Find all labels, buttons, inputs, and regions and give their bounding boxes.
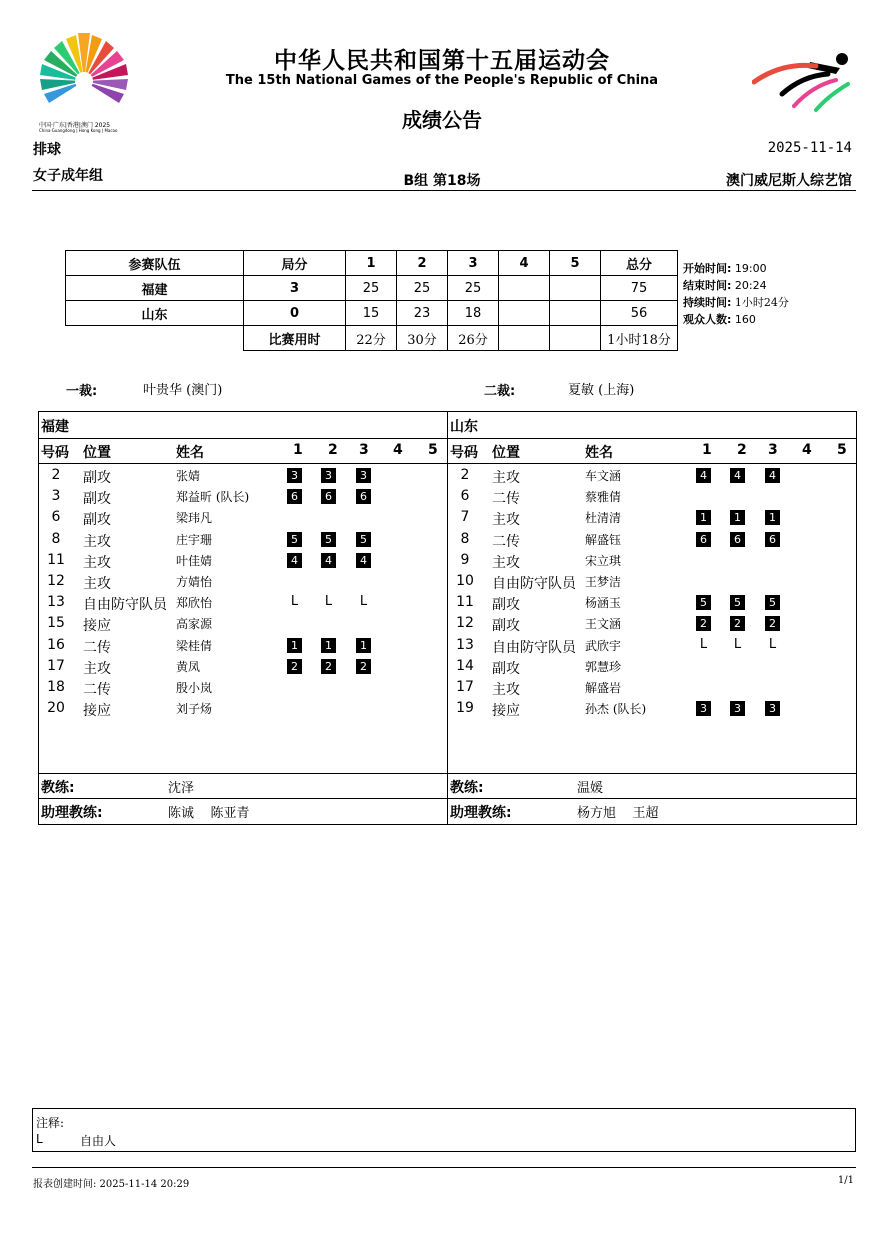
- assistant-coach-names: 陈诚 陈亚青: [168, 806, 250, 821]
- player-position: 二传: [492, 491, 520, 508]
- libero-marker: L: [733, 636, 742, 652]
- set-duration: [499, 326, 550, 351]
- score-header-set5: 5: [550, 251, 601, 276]
- roster-column-header: 4: [393, 442, 403, 458]
- starting-position-box: 4: [287, 553, 302, 568]
- player-position: 主攻: [492, 470, 520, 486]
- score-header-team: 参赛队伍: [66, 251, 244, 276]
- player-name: 王梦洁: [585, 575, 622, 589]
- set-score: 25: [346, 276, 397, 301]
- player-row: [448, 678, 856, 699]
- starting-position-box: 5: [765, 595, 780, 610]
- player-row: [39, 551, 447, 572]
- starting-position-box: 6: [696, 532, 711, 547]
- player-row: [448, 530, 856, 551]
- start-time: [683, 260, 767, 276]
- starting-position-box: 1: [356, 638, 371, 653]
- player-number: 15: [47, 615, 65, 632]
- roster-column-header: 3: [359, 442, 369, 458]
- player-row: [448, 551, 856, 572]
- roster-column-header: 5: [837, 442, 847, 458]
- roster-team-name: 福建: [41, 419, 69, 435]
- second-referee-label: 二裁:: [484, 384, 516, 399]
- player-name: 杜清清: [585, 511, 622, 526]
- player-number: 8: [51, 530, 61, 547]
- starting-position-box: 1: [287, 638, 302, 653]
- category: 女子成年组: [33, 168, 103, 184]
- roster-column-headers: [448, 439, 856, 464]
- player-name: 方婧怡: [176, 575, 213, 589]
- set-score: 15: [346, 301, 397, 326]
- roster-column-header: 位置: [83, 445, 111, 461]
- starting-position-box: 3: [730, 701, 745, 716]
- set-duration: 30分: [397, 326, 448, 351]
- starting-position-box: 6: [730, 532, 745, 547]
- player-name: 郑益昕 (队长): [176, 490, 250, 505]
- player-position: 主攻: [83, 576, 111, 592]
- notes-label: 注释:: [36, 1116, 65, 1130]
- player-number: 18: [47, 679, 65, 695]
- starting-position-box: 2: [287, 659, 302, 674]
- player-row: [39, 487, 447, 508]
- player-number: 8: [460, 530, 470, 547]
- player-name: 郑欣怡: [176, 596, 213, 611]
- roster-column-header: 号码: [41, 445, 69, 461]
- player-name: 杨涵玉: [585, 596, 622, 611]
- libero-marker: L: [290, 594, 299, 610]
- starting-position-box: 6: [765, 532, 780, 547]
- set-score: 23: [397, 301, 448, 326]
- end-time-value: 20:24: [734, 279, 767, 292]
- starting-position-box: 3: [287, 468, 302, 483]
- player-position: 副攻: [492, 597, 520, 614]
- player-position: 副攻: [83, 470, 111, 486]
- team-name: 福建: [66, 276, 244, 301]
- start-time-label: 开始时间:: [683, 262, 732, 275]
- starting-position-box: 2: [356, 659, 371, 674]
- player-position: 副攻: [492, 618, 520, 635]
- report-created: 报表创建时间: 2025-11-14 20:29: [33, 1179, 190, 1190]
- player-position: 副攻: [492, 660, 520, 677]
- roster-column-header: 2: [737, 442, 747, 458]
- starting-position-box: 6: [287, 489, 302, 504]
- set-score: [550, 301, 601, 326]
- libero-marker: L: [699, 636, 708, 652]
- player-name: 叶佳婧: [176, 553, 213, 568]
- score-table: [65, 250, 678, 351]
- player-position: 二传: [83, 682, 111, 698]
- player-position: 副攻: [83, 512, 111, 529]
- roster-column-header: 5: [428, 442, 438, 458]
- coach-row: [448, 773, 856, 798]
- player-name: 宋立琪: [585, 553, 622, 568]
- page-title: 成绩公告: [402, 108, 482, 132]
- player-row: [448, 699, 856, 720]
- blank-cell: [66, 326, 244, 351]
- coach-row: [39, 773, 447, 798]
- player-name: 庄宇珊: [176, 532, 213, 547]
- player-number: 7: [460, 509, 470, 526]
- score-header-sets: 局分: [244, 251, 346, 276]
- player-row: [39, 657, 447, 678]
- player-position: 主攻: [83, 533, 111, 550]
- roster-column-header: 4: [802, 442, 812, 458]
- starting-position-box: 5: [356, 532, 371, 547]
- starting-position-box: 1: [696, 510, 711, 525]
- player-row: [39, 699, 447, 720]
- player-number: 11: [456, 594, 474, 611]
- logo-text: 中国·广东|香港|澳门 2025: [39, 122, 111, 129]
- second-referee: 夏敏 (上海): [568, 383, 635, 398]
- spectators: [683, 311, 756, 327]
- starting-position-box: 5: [696, 595, 711, 610]
- spectators-value: 160: [734, 313, 756, 326]
- group-match: B组 第18场: [403, 173, 481, 189]
- assistant-coach-row: [448, 798, 856, 823]
- sets-won: 3: [244, 276, 346, 301]
- score-header-set2: 2: [397, 251, 448, 276]
- player-position: 接应: [492, 703, 520, 720]
- starting-position-box: 6: [356, 489, 371, 504]
- header-divider: [32, 190, 856, 191]
- player-number: 17: [456, 679, 474, 695]
- player-position: 二传: [492, 533, 520, 550]
- first-referee: 叶贵华 (澳门): [143, 383, 223, 398]
- roster-team-name: 山东: [450, 419, 478, 435]
- logo-subtext: China·Guangdong | Hong Kong | Macao: [39, 128, 118, 133]
- notes-box: [32, 1108, 856, 1152]
- player-name: 郭慧珍: [585, 659, 622, 674]
- player-name: 张婧: [176, 469, 201, 483]
- player-number: 12: [456, 615, 474, 632]
- assistant-coach-names: 杨方旭 王超: [577, 806, 659, 821]
- player-position: 自由防守队员: [83, 597, 167, 614]
- starting-position-box: 2: [730, 616, 745, 631]
- starting-position-box: 3: [696, 701, 711, 716]
- player-name: 黄凤: [176, 659, 201, 674]
- roster-column-header: 姓名: [176, 445, 204, 461]
- starting-position-box: 4: [730, 468, 745, 483]
- player-name: 车文涵: [585, 469, 622, 483]
- player-name: 解盛钰: [585, 532, 622, 547]
- start-time-value: 19:00: [734, 262, 767, 275]
- starting-position-box: 4: [765, 468, 780, 483]
- libero-marker: L: [359, 594, 368, 610]
- set-duration: 26分: [448, 326, 499, 351]
- set-score: [499, 301, 550, 326]
- score-row: [66, 276, 678, 301]
- player-position: 接应: [83, 618, 111, 635]
- player-number: 13: [456, 636, 474, 653]
- player-name: 蔡雅倩: [585, 490, 622, 505]
- libero-marker: L: [324, 594, 333, 610]
- player-name: 刘子炀: [176, 702, 213, 717]
- sets-won: 0: [244, 301, 346, 326]
- player-row: [39, 572, 447, 593]
- duration-row: [66, 326, 678, 351]
- total-score: 56: [601, 301, 678, 326]
- total-score: 75: [601, 276, 678, 301]
- total-duration: 1小时18分: [601, 326, 678, 351]
- starting-position-box: 6: [321, 489, 336, 504]
- assistant-coach-label: 助理教练:: [450, 805, 512, 821]
- starting-position-box: 2: [696, 616, 711, 631]
- duration-label: 持续时间:: [683, 296, 732, 309]
- player-name: 殷小岚: [176, 681, 213, 695]
- player-number: 20: [47, 700, 65, 717]
- score-header-set1: 1: [346, 251, 397, 276]
- end-time-label: 结束时间:: [683, 279, 732, 292]
- player-position: 主攻: [492, 682, 520, 698]
- player-number: 9: [460, 551, 470, 568]
- roster-home: [38, 411, 448, 825]
- score-row: [66, 301, 678, 326]
- venue: 澳门威尼斯人综艺馆: [726, 173, 852, 189]
- starting-position-box: 4: [321, 553, 336, 568]
- player-name: 高家源: [176, 617, 213, 632]
- player-row: [39, 593, 447, 614]
- coach-label: 教练:: [450, 780, 484, 796]
- player-row: [448, 487, 856, 508]
- player-position: 自由防守队员: [492, 639, 576, 656]
- starting-position-box: 4: [356, 553, 371, 568]
- footer-divider: [32, 1167, 856, 1168]
- score-header-set3: 3: [448, 251, 499, 276]
- player-row: [448, 466, 856, 487]
- player-name: 王文涵: [585, 617, 622, 632]
- score-header-total: 总分: [601, 251, 678, 276]
- player-row: [448, 636, 856, 657]
- player-row: [39, 614, 447, 635]
- spectators-label: 观众人数:: [683, 313, 732, 326]
- score-header-row: [66, 251, 678, 276]
- player-number: 14: [456, 657, 474, 674]
- player-position: 自由防守队员: [492, 576, 576, 592]
- set-score: [550, 276, 601, 301]
- player-number: 2: [51, 467, 61, 483]
- player-number: 3: [51, 488, 61, 505]
- set-score: 18: [448, 301, 499, 326]
- starting-position-box: 3: [356, 468, 371, 483]
- notes-meaning: 自由人: [80, 1134, 117, 1148]
- roster-column-header: 号码: [450, 445, 478, 461]
- coach-name: 温媛: [577, 781, 604, 796]
- roster-column-headers: [39, 439, 447, 464]
- roster-team-header: [448, 412, 856, 439]
- player-row: [448, 508, 856, 529]
- duration-value: 1小时24分: [734, 296, 789, 309]
- player-position: 主攻: [83, 660, 111, 677]
- player-number: 11: [47, 551, 65, 568]
- starting-position-box: 5: [321, 532, 336, 547]
- player-number: 13: [47, 594, 65, 611]
- player-number: 2: [460, 467, 470, 483]
- starting-position-box: 1: [321, 638, 336, 653]
- end-time: [683, 277, 767, 293]
- player-name: 梁玮凡: [176, 511, 213, 526]
- player-position: 主攻: [492, 554, 520, 571]
- player-name: 解盛岩: [585, 681, 622, 695]
- set-duration: 22分: [346, 326, 397, 351]
- roster-column-header: 姓名: [585, 445, 613, 461]
- team-name: 山东: [66, 301, 244, 326]
- player-number: 16: [47, 636, 65, 653]
- player-position: 接应: [83, 703, 111, 720]
- player-position: 副攻: [83, 491, 111, 508]
- report-date: 2025-11-14: [767, 140, 852, 156]
- player-number: 12: [47, 573, 65, 589]
- sport: 排球: [33, 142, 61, 158]
- player-row: [39, 636, 447, 657]
- player-position: 主攻: [492, 512, 520, 529]
- player-position: 主攻: [83, 554, 111, 571]
- player-name: 孙杰 (队长): [585, 702, 647, 717]
- starting-position-box: 4: [696, 468, 711, 483]
- roster-column-header: 1: [702, 442, 712, 458]
- player-row: [448, 593, 856, 614]
- assistant-coach-label: 助理教练:: [41, 805, 103, 821]
- player-name: 梁桂倩: [176, 638, 213, 653]
- player-row: [448, 572, 856, 593]
- match-duration: [683, 294, 789, 310]
- duration-label: 比赛用时: [244, 326, 346, 351]
- player-row: [448, 614, 856, 635]
- assistant-coach-row: [39, 798, 447, 823]
- notes-key: L: [36, 1132, 43, 1146]
- libero-marker: L: [768, 636, 777, 652]
- page-number: 1/1: [837, 1175, 854, 1186]
- set-duration: [550, 326, 601, 351]
- coach-name: 沈泽: [168, 781, 195, 796]
- roster-column-header: 2: [328, 442, 338, 458]
- player-position: 二传: [83, 639, 111, 656]
- player-name: 武欣宇: [585, 638, 622, 653]
- first-referee-label: 一裁:: [66, 384, 98, 399]
- player-number: 6: [51, 509, 61, 526]
- starting-position-box: 2: [765, 616, 780, 631]
- player-row: [448, 657, 856, 678]
- player-row: [39, 508, 447, 529]
- starting-position-box: 5: [730, 595, 745, 610]
- games-title-cn: 中华人民共和国第十五届运动会: [274, 48, 610, 74]
- player-row: [39, 530, 447, 551]
- score-header-set4: 4: [499, 251, 550, 276]
- player-number: 19: [456, 700, 474, 717]
- set-score: [499, 276, 550, 301]
- set-score: 25: [397, 276, 448, 301]
- player-number: 6: [460, 488, 470, 505]
- player-row: [39, 466, 447, 487]
- starting-position-box: 2: [321, 659, 336, 674]
- set-score: 25: [448, 276, 499, 301]
- roster-column-header: 1: [293, 442, 303, 458]
- roster-team-header: [39, 412, 447, 439]
- starting-position-box: 3: [765, 701, 780, 716]
- starting-position-box: 3: [321, 468, 336, 483]
- starting-position-box: 5: [287, 532, 302, 547]
- games-title-en: The 15th National Games of the People's Republic of China: [225, 73, 659, 88]
- starting-position-box: 1: [730, 510, 745, 525]
- roster-away: [447, 411, 857, 825]
- starting-position-box: 1: [765, 510, 780, 525]
- roster-column-header: 位置: [492, 445, 520, 461]
- player-number: 10: [456, 573, 474, 589]
- coach-label: 教练:: [41, 780, 75, 796]
- roster-column-header: 3: [768, 442, 778, 458]
- player-row: [39, 678, 447, 699]
- player-number: 17: [47, 657, 65, 674]
